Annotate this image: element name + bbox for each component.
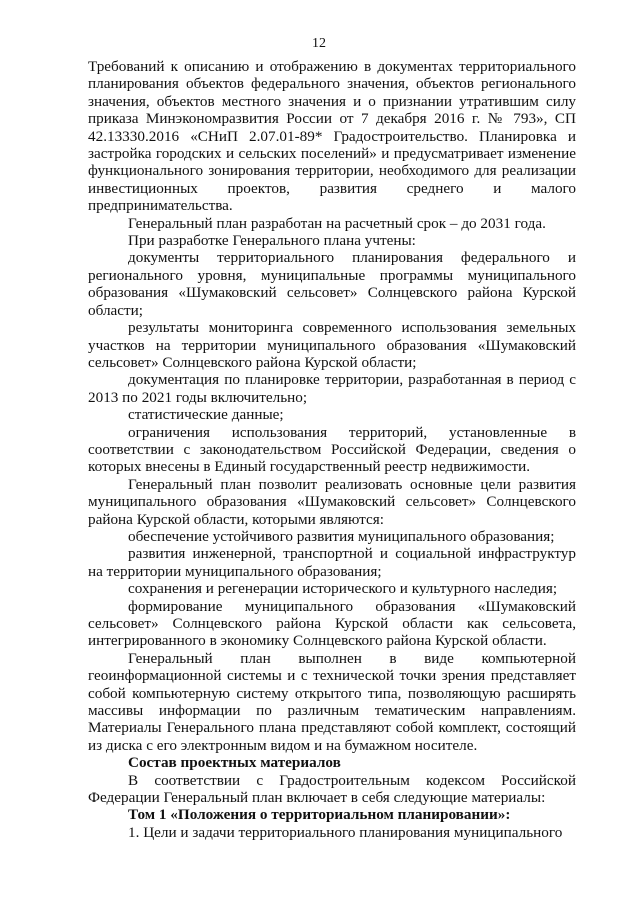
paragraph: Требований к описанию и отображению в документах территориального планирования объектов федерального значения, объектов регионального значения, объектов местного значения и о признании утратившим силу приказа Минэкономразвития России от 7 декабря 2016 г. № 793», СП 42.13330.2016 «СНиП 2.07.01-89* Градостроительство. Планировка и застройка городских и сельских поселений» и предусматривает изменение функционального зонирования территории, необходимого для реализации инвестиционных проектов, развития среднего и малого предпринимательства. — [88, 58, 576, 215]
paragraph: 1. Цели и задачи территориального планирования муниципального — [128, 823, 563, 841]
document-body — [88, 58, 576, 841]
paragraph: Генеральный план выполнен в виде компьютерной геоинформационной системы и с технической точки зрения представляет собой компьютерную систему открытого типа, позволяющую расширять массивы информации по различным тематическим направлениям. Материалы Генерального плана представляют собой комплект, состоящий из диска с его электронным видом и на бумажном носителе. — [88, 649, 576, 754]
section-heading: Том 1 «Положения о территориальном планировании»: — [128, 806, 511, 824]
paragraph: обеспечение устойчивого развития муниципального образования; — [128, 527, 555, 545]
paragraph: В соответствии с Градостроительным кодексом Российской Федерации Генеральный план включает в себя следующие материалы: — [88, 771, 576, 807]
paragraph: формирование муниципального образования «Шумаковский сельсовет» Солнцевского района Курской области как сельсовета, интегрированного в экономику Солнцевского района Курской области. — [88, 597, 576, 650]
paragraph: документы территориального планирования федерального и регионального уровня, муниципальные программы муниципального образования «Шумаковский сельсовет» Солнцевского района Курской области; — [88, 249, 576, 319]
page-number: 12 — [312, 36, 326, 51]
section-heading: Состав проектных материалов — [128, 754, 341, 772]
paragraph: Генеральный план позволит реализовать основные цели развития муниципального образования «Шумаковский сельсовет» Солнцевского района Курской области, которыми являются: — [88, 475, 576, 528]
paragraph: Генеральный план разработан на расчетный срок – до 2031 года. — [128, 214, 546, 232]
paragraph: При разработке Генерального плана учтены: — [128, 232, 416, 250]
paragraph: развития инженерной, транспортной и социальной инфраструктур на территории муниципального образования; — [88, 545, 576, 580]
paragraph: статистические данные; — [128, 406, 284, 424]
paragraph: документация по планировке территории, разработанная в период с 2013 по 2021 годы включительно; — [88, 371, 576, 406]
paragraph: сохранения и регенерации исторического и культурного наследия; — [128, 580, 558, 598]
paragraph: результаты мониторинга современного использования земельных участков на территории муниципального образования «Шумаковский сельсовет» Солнцевского района Курской области; — [88, 319, 576, 371]
paragraph: ограничения использования территорий, установленные в соответствии с законодательством Российской Федерации, сведения о которых внесены в Единый государственный реестр недвижимости. — [88, 423, 576, 476]
